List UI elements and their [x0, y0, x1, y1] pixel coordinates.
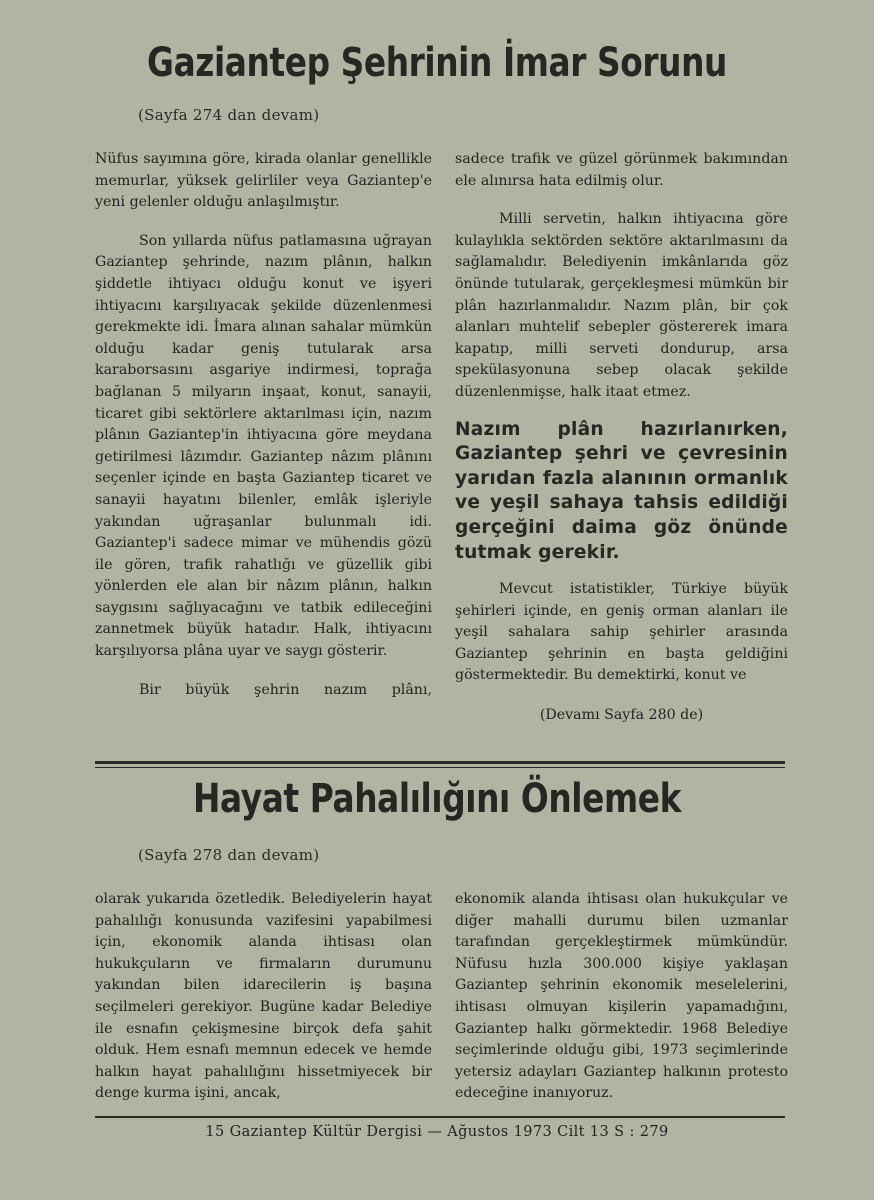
continued-from-note: (Sayfa 278 dan devam): [138, 846, 320, 864]
pull-quote: Nazım plân hazırlanırken, Gaziantep şehri ve çevresinin yarıdan fazla alanının ormanlık ve yeşil sahaya tahsis edildiği gerçeğini daima göz önünde tutmak gerekir.: [455, 418, 788, 563]
article-title-imar: Gaziantep Şehrinin İmar Sorunu: [147, 40, 727, 86]
section-divider: [95, 761, 785, 764]
paragraph: Nüfus sayımına göre, kirada olanlar genellikle memurlar, yüksek gelirliler veya Gaziantep'e yeni gelenler olduğu anlaşılmıştır.: [95, 151, 432, 211]
footer-divider: [95, 1116, 785, 1118]
section-divider-thin: [95, 767, 785, 768]
article-column-left: [95, 149, 432, 701]
paragraph: ekonomik alanda ihtisası olan hukukçular ve diğer mahalli durumu bilen uzmanlar tarafından gerçekleştirmek mümkündür. Nüfusu hızla 300.000 kişiye yaklaşan Gaziantep şehrinin ekonomik meselelerini, ihtisası olmuyan kişilerin yapamadığını, Gaziantep halkı görmektedir. 1968 Belediye seçimlerinde olduğu gibi, 1973 seçimlerinde yetersiz adayları Gaziantep halkının protesto edeceğine inanıyoruz.: [455, 891, 788, 1102]
continued-from-note: (Sayfa 274 dan devam): [138, 106, 320, 124]
page-footer: 15 Gaziantep Kültür Dergisi — Ağustos 1973 Cilt 13 S : 279: [205, 1124, 669, 1140]
paragraph: Milli servetin, halkın ihtiyacına göre kulaylıkla sektörden sektöre aktarılmasını da sağlamalıdır. Belediyenin imkânlarıda göz önünde tutularak, gerçekleşmesi mümkün bir plân hazırlanmalıdır. Nazım plân, bir çok alanları muhtelif sebepler göstererek imara kapatıp, milli serveti dondurup, arsa spekülasyonuna sebep olacak şekilde düzenlenmişse, halk itaat etmez.: [455, 211, 788, 400]
paragraph: sadece trafik ve güzel görünmek bakımından ele alınırsa hata edilmiş olur.: [455, 151, 788, 189]
paragraph: Mevcut istatistikler, Türkiye büyük şehirleri içinde, en geniş orman alanları ile yeşil sahalara sahip şehirler arasında Gaziantep şehrinin en başta geldiğini göstermektedir. Bu demektirki, konut ve: [455, 581, 788, 684]
paragraph: Bir büyük şehrin nazım plânı,: [139, 681, 432, 698]
article-column-right: [455, 149, 788, 727]
paragraph: olarak yukarıda özetledik. Belediyelerin hayat pahalılığı konusunda vazifesini yapabilmesi için, ekonomik alanda ihtisası olan hukukçuların ve firmaların durumunu yakından bilen idarecilerin iş başına seçilmeleri gerekiyor. Bugüne kadar Belediye ile esnafın çekişmesine birçok defa şahit olduk. Hem esnafı memnun edecek ve hemde halkın hayat pahalılığını hissetmiyecek bir denge kurma işini, ancak,: [95, 891, 432, 1102]
article-column-left: [95, 889, 432, 1105]
paragraph: Son yıllarda nüfus patlamasına uğrayan Gaziantep şehrinde, nazım plânın, halkın şiddetle ihtiyacı olduğu konut ve işyeri ihtiyacını karşılıyacak şekilde düzenlenmesi gerekmekte idi. İmara alınan sahalar mümkün olduğu kadar geniş tutularak arsa karaborsasını asgariye indirmesi, toprağa bağlanan 5 milyarın inşaat, konut, sanayii, ticaret gibi sektörlere aktarılması için, nazım plânın Gaziantep'in ihtiyacına göre meydana getirilmesi lâzımdır. Gaziantep nâzım plânını seçenler içinde en başta Gaziantep ticaret ve sanayii hayatını bilenler, emlâk işleriyle yakından uğraşanlar bulunmalı idi. Gaziantep'i sadece mimar ve mühendis gözü ile gören, trafik rahatlığı ve güzellik gibi yönlerden ele alan bir nâzım plânın, halkın saygısını sağlıyacağını ve tatbik edileceğini zannetmek büyük hatadır. Halk, ihtiyacını karşılıyorsa plâna uyar ve saygı gösterir.: [95, 232, 432, 660]
article-column-right: [455, 889, 788, 1105]
article-title-hayat: Hayat Pahalılığını Önlemek: [193, 776, 681, 822]
continued-to-note: (Devamı Sayfa 280 de): [539, 707, 704, 724]
